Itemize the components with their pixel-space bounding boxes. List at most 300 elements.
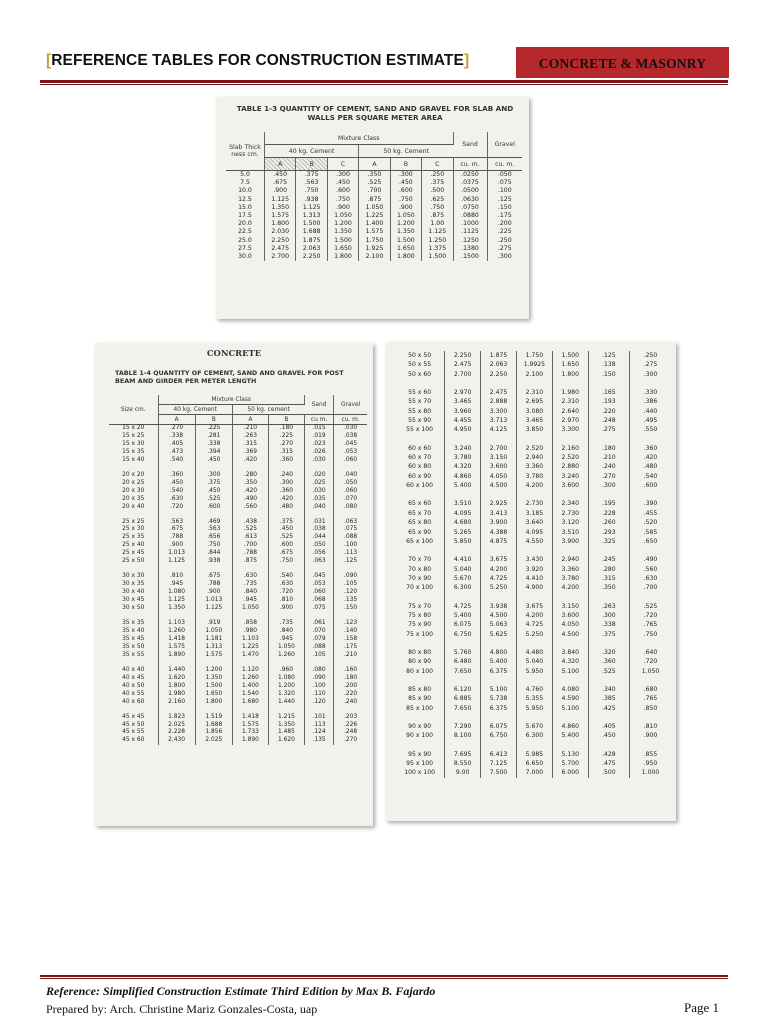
table-cell: 4.095 [516,528,552,537]
table-cell: .450 [158,480,195,488]
table-cell: .450 [195,457,232,465]
col-cement-40kg: 40 kg. Cement [264,145,358,158]
table-cell: 1.013 [195,597,232,605]
table-cell: .250 [643,352,658,359]
table-cell: 4.455 [445,416,481,425]
table-cell: .090 [304,675,333,683]
table-cell: 60 x 60 [395,444,445,453]
table-cell: 15 x 20 [109,425,158,433]
table-cell: 45 x 55 [109,729,158,737]
table-row [395,611,671,620]
table-cell: .019 [304,433,333,441]
table-cell: 1.470 [232,652,268,660]
table-cell: 3.080 [516,407,552,416]
table-cell: 1.418 [232,714,268,722]
table-cell: 3.600 [481,462,517,471]
table-row [395,472,671,481]
table-row [109,628,367,636]
table-cell: .270 [344,737,358,744]
table-cell: .281 [195,433,232,441]
table-cell: 1.688 [195,722,232,730]
table-row [395,759,671,768]
table-row [109,558,367,566]
bracket-open: [ [46,52,52,69]
table-cell: 7.5 [226,179,264,187]
table-cell: .475 [588,759,629,768]
table-cell: .675 [158,526,195,534]
table-row [395,360,671,369]
table-cell: 4.388 [481,528,517,537]
table-cell: 1.125 [296,204,327,212]
table-cell: 45 x 50 [109,722,158,730]
col-cement-40kg: 40 kg. Cement [158,405,232,415]
table-cell: 90 x 90 [395,722,445,731]
table-cell: 5.950 [516,704,552,713]
table-cell: 1.125 [264,196,295,204]
table-cell: 1.350 [264,204,295,212]
table-cell: .053 [304,581,333,589]
table-cell: 5.670 [516,722,552,731]
table-cell: 5.0 [226,171,264,180]
table-cell: 3.840 [552,648,588,657]
table-row [109,488,367,496]
table-cell: .225 [195,425,232,433]
table-cell: .070 [304,628,333,636]
table-row [395,657,671,666]
table-cell: 3.150 [481,453,517,462]
table-row [109,691,367,699]
table-cell: 6.300 [445,583,481,592]
table-cell: 1.350 [158,605,195,613]
table-cell: 12.5 [226,196,264,204]
table-row [109,589,367,597]
table-cell: 55 x 100 [395,425,445,434]
table-cell: 4.500 [552,630,588,639]
table-cell: .900 [195,589,232,597]
table-cell: 1.050 [641,667,660,675]
table-cell: 30 x 40 [109,589,158,597]
table-cell: 4.860 [552,722,588,731]
table-cell: 3.600 [552,481,588,490]
col-sand-unit: cu. m. [453,158,487,171]
table-cell: 5.700 [552,759,588,768]
table-cell: 2.063 [481,360,517,369]
table-cell: .420 [232,457,268,465]
table-cell: .875 [359,196,390,204]
table-row [395,731,671,740]
table-cell: 2.695 [516,397,552,406]
table-cell: 5.400 [445,481,481,490]
table-cell: 4.320 [445,462,481,471]
col-c-50: C [422,158,453,171]
table-cell: .280 [588,565,629,574]
table-cell: 4.860 [445,472,481,481]
table-cell: .840 [232,589,268,597]
table-cell: 6.300 [516,731,552,740]
table-cell: 1.890 [232,737,268,745]
table-cell: 2.700 [445,370,481,379]
table-cell: 1.350 [390,228,421,236]
group-spacer [395,713,671,722]
table-row [109,480,367,488]
table-cell: 2.430 [158,737,195,745]
table-cell: 1.800 [327,253,358,261]
table-cell: .540 [158,457,195,465]
page-number: Page 1 [684,1000,720,1015]
table-cell: .495 [643,417,658,425]
table-cell: .788 [195,581,232,589]
table-row [395,630,671,639]
table-cell: .600 [390,187,421,195]
table-cell: 6.375 [481,667,517,676]
table-cell: .160 [344,666,358,673]
table-cell: 15.0 [226,204,264,212]
table-cell: 3.900 [481,518,517,527]
table-cell: 1.260 [158,628,195,636]
table-cell: .900 [264,187,295,195]
table-cell: 5.670 [445,574,481,583]
table-cell: .520 [643,519,658,527]
table-cell: 1.890 [158,652,195,660]
table-cell: 4.410 [445,555,481,564]
table-cell: .030 [304,457,333,465]
table-cell: .030 [344,425,358,431]
table-cell: .810 [643,723,658,730]
table-cell: .063 [304,558,333,566]
table-cell: .750 [327,196,358,204]
table-cell: .375 [296,171,327,180]
table-cell: 1.050 [327,212,358,220]
table-cell: 1.080 [158,589,195,597]
table-cell: 55 x 70 [395,397,445,406]
table-cell: 3.430 [516,555,552,564]
table-cell: 30.0 [226,253,264,261]
table-cell: .386 [643,398,658,406]
table-cell: 20.0 [226,220,264,228]
table-cell: .900 [268,605,304,613]
table-cell: 4.480 [516,648,552,657]
table-1-4-continued-scan [386,342,676,821]
table-cell: .750 [422,204,453,212]
table-1-4 [109,395,367,745]
table-cell: 1.485 [268,729,304,737]
table-cell: .220 [588,407,629,416]
table-cell: 5.400 [445,611,481,620]
table-cell: .056 [304,550,333,558]
bracket-close: ] [463,52,470,69]
table-cell: .300 [195,472,232,480]
table-cell: 4.200 [516,611,552,620]
table-cell: .480 [643,463,658,471]
table-cell: 15 x 30 [109,441,158,449]
table-cell: 6.120 [445,685,481,694]
table-cell: .210 [232,425,268,433]
table-cell: 1.800 [195,699,232,707]
table-cell: 3.300 [481,407,517,416]
table-cell: 2.730 [516,499,552,508]
table-cell: 4.200 [516,481,552,490]
table-cell: 1.519 [195,714,232,722]
col-sand: Sand [453,132,487,158]
table-cell: .450 [327,179,358,187]
table-row [395,425,671,434]
table-row [109,504,367,512]
table-cell: 1.313 [195,644,232,652]
table-cell: .613 [232,534,268,542]
table-cell: 1.650 [552,360,588,369]
table-row [109,496,367,504]
table-cell: .293 [588,528,629,537]
table-1-4-title: TABLE 1-4 QUANTITY OF CEMENT, SAND AND GRAVEL FOR POST BEAM AND GIRDER PER METER LENGTH [115,369,344,385]
table-row [395,528,671,537]
table-cell: 3.510 [552,528,588,537]
table-cell: 1.575 [232,722,268,730]
table-cell: 65 x 60 [395,499,445,508]
table-cell: 1.500 [195,683,232,691]
table-row [395,481,671,490]
table-cell: 2.475 [445,360,481,369]
table-cell: 1.320 [268,691,304,699]
table-cell: 4.095 [445,509,481,518]
table-cell: 1.125 [422,228,453,236]
table-cell: .300 [268,480,304,488]
table-cell: 75 x 90 [395,620,445,629]
table-cell: 1.440 [268,699,304,707]
table-cell: .585 [643,528,658,536]
table-cell: 2.160 [552,444,588,453]
table-cell: .075 [304,605,333,613]
col-gravel-unit: cu. m. [334,415,367,425]
table-cell: 25 x 25 [109,519,158,527]
table-cell: .020 [304,472,333,480]
table-cell: 1.750 [359,237,390,245]
table-cell: 1.620 [158,675,195,683]
table-cell: .195 [588,499,629,508]
table-cell: 100 x 100 [395,768,445,777]
table-cell: 3.413 [481,509,517,518]
table-cell: .550 [643,426,658,434]
table-cell: 4.875 [481,537,517,546]
table-cell: .480 [268,504,304,512]
table-cell: .135 [304,737,333,745]
table-row [226,253,522,261]
table-row [109,714,367,722]
table-cell: 2.063 [296,245,327,253]
table-cell: .938 [195,558,232,566]
table-1-4-continued-body [395,351,671,778]
table-cell: 2.640 [552,407,588,416]
table-cell: 1.313 [296,212,327,220]
col-mixture-class: Mixture Class [264,132,453,145]
table-cell: .340 [588,685,629,694]
table-cell: .750 [195,542,232,550]
table-cell: .0500 [453,187,487,195]
table-cell: 1.500 [552,351,588,360]
table-cell: .750 [390,196,421,204]
table-cell: 3.240 [445,444,481,453]
table-cell: .080 [344,503,358,510]
table-cell: .110 [304,691,333,699]
table-cell: 4.200 [552,583,588,592]
table-cell: .300 [327,171,358,180]
table-cell: .045 [344,440,358,447]
table-cell: .248 [588,416,629,425]
table-row [395,416,671,425]
table-cell: .315 [232,441,268,449]
group-spacer [395,546,671,555]
group-spacer [109,613,367,620]
table-cell: .360 [643,444,658,452]
table-cell: .630 [643,574,658,582]
table-cell: .035 [304,496,333,504]
table-cell: 6.480 [445,657,481,666]
table-cell: .300 [497,253,512,261]
table-cell: 4.950 [445,425,481,434]
table-cell: .220 [344,690,358,697]
table-cell: 4.125 [481,425,517,434]
table-cell: .810 [268,597,304,605]
table-cell: .675 [268,550,304,558]
table-cell: .950 [643,760,658,768]
table-cell: 2.700 [264,253,295,261]
table-cell: .438 [232,519,268,527]
table-cell: 1.350 [268,722,304,730]
table-row [395,574,671,583]
table-cell: .270 [268,441,304,449]
table-cell: 40 x 40 [109,667,158,675]
table-cell: 3.510 [445,499,481,508]
table-cell: .125 [344,558,358,565]
table-cell: 3.938 [481,602,517,611]
table-cell: 4.760 [516,685,552,694]
col-slab-thickness: Slab Thick ness cm. [226,132,264,171]
table-cell: 5.400 [481,657,517,666]
table-cell: 2.940 [552,555,588,564]
table-cell: 6.413 [481,750,517,759]
table-cell: .980 [232,628,268,636]
table-cell: .150 [344,605,358,612]
table-cell: .394 [195,449,232,457]
table-cell: 1.050 [390,212,421,220]
footer-rule [40,975,728,977]
table-cell: .450 [390,179,421,187]
table-cell: .0250 [453,171,487,180]
table-cell: 1.575 [359,228,390,236]
table-cell: .625 [422,196,453,204]
col-size: Size cm. [109,395,158,425]
table-cell: 5.985 [516,750,552,759]
table-cell: 20 x 25 [109,480,158,488]
table-row [109,620,367,628]
table-cell: 4.080 [552,685,588,694]
table-row [395,407,671,416]
table-cell: 1.800 [264,220,295,228]
table-cell: .500 [422,187,453,195]
table-cell: 5.100 [552,704,588,713]
table-cell: .350 [588,583,629,592]
table-cell: .788 [158,534,195,542]
table-cell: 1.575 [158,644,195,652]
table-cell: 55 x 80 [395,407,445,416]
table-cell: 5.250 [481,583,517,592]
table-cell: .193 [588,397,629,406]
table-cell: .300 [390,171,421,180]
table-cell: .490 [232,496,268,504]
table-cell: .844 [195,550,232,558]
table-cell: .068 [304,597,333,605]
table-cell: 3.465 [445,397,481,406]
table-cell: 30 x 45 [109,597,158,605]
table-cell: .338 [195,441,232,449]
table-cell: 1.620 [268,737,304,745]
table-row [226,171,522,180]
table-cell: .360 [268,457,304,465]
table-cell: 1.375 [422,245,453,253]
table-cell: 1.925 [359,245,390,253]
table-row [395,518,671,527]
table-cell: .105 [304,652,333,660]
table-cell: 7.290 [445,722,481,731]
group-spacer [395,741,671,750]
table-cell: 65 x 100 [395,537,445,546]
table-cell: .225 [268,433,304,441]
table-cell: 1.050 [268,644,304,652]
table-row [395,694,671,703]
table-cell: 5.625 [481,630,517,639]
table-cell: 30 x 35 [109,581,158,589]
table-cell: .1000 [453,220,487,228]
group-spacer [109,566,367,573]
table-cell: .350 [359,171,390,180]
table-cell: 2.100 [359,253,390,261]
table-cell: .900 [158,542,195,550]
table-cell: .200 [344,682,358,689]
table-cell: .450 [264,171,295,180]
table-row [395,555,671,564]
table-cell: .038 [304,526,333,534]
table-cell: .101 [304,714,333,722]
concrete-caption: CONCRETE [206,348,262,358]
table-cell: 2.520 [552,453,588,462]
table-row [395,453,671,462]
table-cell: 25 x 40 [109,542,158,550]
table-cell: 1.260 [268,652,304,660]
table-cell: 2.475 [481,388,517,397]
table-cell: .105 [344,581,358,588]
table-cell: .405 [158,441,195,449]
table-row [109,683,367,691]
table-cell: .180 [344,674,358,681]
table-cell: .369 [232,449,268,457]
table-cell: .375 [422,179,453,187]
table-cell: .180 [588,444,629,453]
group-spacer [109,512,367,519]
table-cell: 2.250 [264,237,295,245]
table-cell: 20 x 40 [109,504,158,512]
table-cell: .750 [268,558,304,566]
table-cell: 3.640 [516,518,552,527]
table-cell: .061 [304,620,333,628]
table-cell: .270 [158,425,195,433]
table-row [395,499,671,508]
table-cell: .125 [588,351,629,360]
table-row [109,667,367,675]
table-cell: .600 [643,482,658,490]
table-cell: .075 [344,526,358,533]
table-cell: .050 [497,171,512,178]
table-cell: 2.310 [552,397,588,406]
table-cell: .525 [588,667,629,676]
